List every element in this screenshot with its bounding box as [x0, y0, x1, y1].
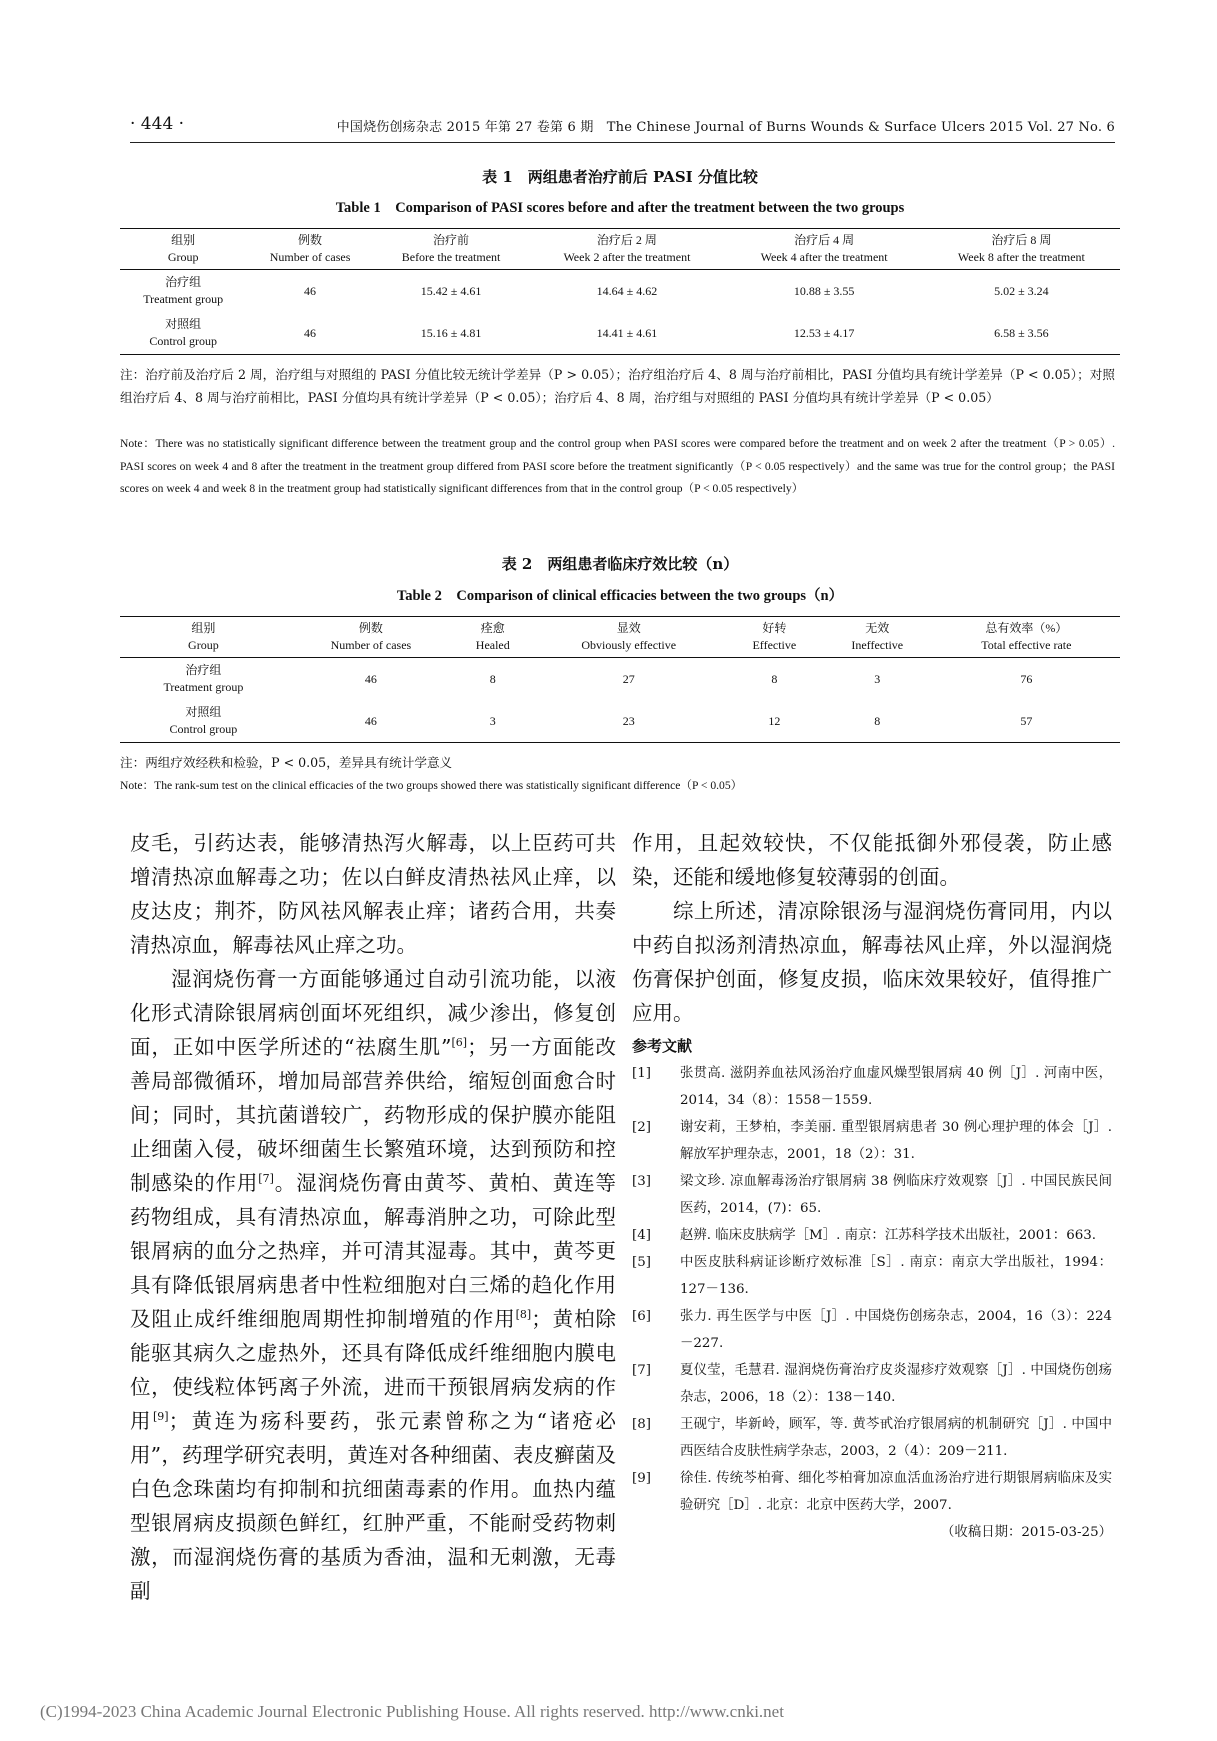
paragraph: 综上所述，清凉除银汤与湿润烧伤膏同用，内以中药自拟汤剂清热凉血，解毒祛风止痒，外以湿润烧伤膏保护创面，修复皮损，临床效果较好，值得推广应用。 [632, 899, 1112, 1025]
table-cell: 10.88 ± 3.55 [793, 283, 855, 298]
reference-number: [9] [632, 1471, 651, 1486]
reference-text: 赵辨. 临床皮肤病学［M］. 南京：江苏科学技术出版社，2001：663. [680, 1228, 1097, 1243]
table-row [120, 700, 1120, 743]
group-cell: 对照组 Control group [120, 312, 246, 355]
table-cell: 14.64 ± 4.62 [596, 283, 658, 298]
column-header: 治疗前 Before the treatment [374, 229, 529, 270]
table1-note-en: Note：There was no statistically significant difference between the treatment group and the control group when PASI scores were compared before the treatment and on week 2 after the treatment（P > 0.05）. PASI scores on week 4 and 8 after the treatment in the treatment group differed from PASI score before the treatment significantly（P < 0.05 respectively）and the same was true for the control group；the PASI scores on week 4 and week 8 in the treatment group had statistically significant differences from that in the control group（P < 0.05 respectively） [120, 437, 1115, 495]
reference-item [632, 1168, 1112, 1222]
table-cell: 23 [531, 700, 727, 743]
column-header: 例数 Number of cases [246, 229, 373, 270]
reference-item [632, 1357, 1112, 1411]
paragraph: 作用，且起效较快，不仅能抵御外邪侵袭，防止感染，还能和缓地修复较薄弱的创面。 [632, 831, 1112, 889]
table-cell: 46 [287, 700, 455, 743]
copyright-footer: (C)1994-2023 China Academic Journal Electronic Publishing House. All rights reserved. http://www.cnki.net [40, 1702, 784, 1721]
table-cell: 27 [622, 671, 635, 686]
reference-item [632, 1114, 1112, 1168]
table1-caption-en: Table 1 Comparison of PASI scores before and after the treatment between the two groups [335, 200, 905, 216]
table-cell: 57 [933, 700, 1120, 743]
group-cell: 治疗组 Treatment group [163, 663, 244, 694]
table-row [120, 658, 1120, 701]
reference-number: [4] [632, 1228, 651, 1243]
right-column [632, 826, 1112, 1546]
reference-item [632, 1060, 1112, 1114]
reference-text: 王砚宁，毕新岭，顾军，等. 黄芩甙治疗银屑病的机制研究［J］. 中国中西医结合皮肤性病学杂志，2003，2（4）：209－211. [680, 1417, 1112, 1459]
column-header: 显效 Obviously effective [531, 617, 727, 658]
table2-caption-cn: 表 2 两组患者临床疗效比较（n） [501, 555, 739, 573]
reference-number: [6] [632, 1309, 651, 1324]
column-header: 总有效率（%） Total effective rate [933, 617, 1120, 658]
table2-note-en: Note：The rank-sum test on the clinical efficacies of the two groups showed there was statistically significant difference（P < 0.05） [120, 779, 743, 792]
table2 [120, 616, 1120, 743]
column-header: 痊愈 Healed [455, 617, 531, 658]
reference-item [632, 1303, 1112, 1357]
reference-item [632, 1465, 1112, 1519]
table-cell: 15.16 ± 4.81 [374, 312, 529, 355]
column-header: 治疗后 4 周 Week 4 after the treatment [726, 229, 923, 270]
reference-text: 徐佳. 传统芩柏膏、细化芩柏膏加凉血活血汤治疗进行期银屑病临床及实验研究［D］. 北京：北京中医药大学，2007. [680, 1471, 1112, 1513]
table-cell: 8 [771, 671, 778, 686]
reference-text: 张贯高. 滋阴养血祛风汤治疗血虚风燥型银屑病 40 例［J］. 河南中医，2014，34（8）：1558－1559. [680, 1066, 1112, 1108]
column-header: 好转 Effective [727, 617, 822, 658]
table-cell: 8 [822, 700, 933, 743]
column-header: 治疗后 8 周 Week 8 after the treatment [923, 229, 1120, 270]
column-header: 组别 Group [120, 617, 287, 658]
citation: [6] [451, 1036, 468, 1050]
table-cell: 6.58 ± 3.56 [923, 312, 1120, 355]
reference-item [632, 1249, 1112, 1303]
table-cell: 8 [489, 671, 496, 686]
table2-caption-en: Table 2 Comparison of clinical efficacies between the two groups（n） [396, 588, 844, 604]
table-row [120, 270, 1120, 313]
reference-text: 夏仪莹，毛慧君. 湿润烧伤膏治疗皮炎湿疹疗效观察［J］. 中国烧伤创疡杂志，2006，18（2）：138－140. [680, 1363, 1112, 1405]
reference-number: [1] [632, 1066, 651, 1081]
paragraph: 皮毛，引药达表，能够清热泻火解毒，以上臣药可共增清热凉血解毒之功；佐以白鲜皮清热祛风止痒，以皮达皮；荆芥，防风祛风解表止痒；诸药合用，共奏清热凉血，解毒祛风止痒之功。 [130, 831, 616, 957]
column-header: 无效 Ineffective [822, 617, 933, 658]
table-cell: 46 [304, 283, 317, 298]
reference-text: 谢安莉，王梦柏，李美丽. 重型银屑病患者 30 例心理护理的体会［J］. 解放军护理杂志，2001，18（2）：31. [680, 1120, 1112, 1162]
references-title: 参考文献 [632, 1037, 693, 1055]
citation: [8] [515, 1308, 532, 1322]
reference-number: [8] [632, 1417, 651, 1432]
group-cell: 对照组 Control group [120, 700, 287, 743]
table-row [120, 312, 1120, 355]
citation: [7] [258, 1172, 274, 1186]
table-cell: 15.42 ± 4.61 [420, 283, 482, 298]
table-cell: 76 [1020, 671, 1033, 686]
table-cell: 5.02 ± 3.24 [994, 283, 1049, 298]
reference-number: [5] [632, 1255, 651, 1270]
reference-item [632, 1222, 1112, 1249]
table-cell: 12.53 ± 4.17 [726, 312, 923, 355]
journal-title: 中国烧伤创疡杂志 2015 年第 27 卷第 6 期 The Chinese Journal of Burns Wounds & Surface Ulcers 2015 Vol. 27 No. 6 [336, 120, 1115, 135]
reference-list [632, 1060, 1112, 1519]
running-header [130, 112, 1115, 143]
page-number: · 444 · [130, 114, 185, 134]
column-header: 组别 Group [120, 229, 246, 270]
reference-number: [7] [632, 1363, 651, 1378]
table1-note-cn: 注：治疗前及治疗后 2 周，治疗组与对照组的 PASI 分值比较无统计学差异（P > 0.05）；治疗组治疗后 4、8 周与治疗前相比，PASI 分值均具有统计学差异（P < 0.05）；对照组治疗后 4、8 周与治疗前相比，PASI 分值均具有统计学差异（P < 0.05）；治疗后 4、8 周，治疗组与对照组的 PASI 分值均具有统计学差异（P < 0.05） [120, 367, 1115, 405]
table-cell: 3 [874, 671, 881, 686]
table2-note-cn: 注：两组疗效经秩和检验，P < 0.05，差异具有统计学意义 [120, 755, 453, 770]
reference-text: 张力. 再生医学与中医［J］. 中国烧伤创疡杂志，2004，16（3）：224－227. [680, 1309, 1112, 1351]
table-cell: 14.41 ± 4.61 [528, 312, 725, 355]
table1-caption-cn: 表 1 两组患者治疗前后 PASI 分值比较 [482, 168, 758, 186]
table-cell: 3 [455, 700, 531, 743]
table-cell: 46 [246, 312, 373, 355]
reference-text: 中医皮肤科病证诊断疗效标准［S］. 南京：南京大学出版社，1994：127－136. [680, 1255, 1112, 1297]
group-cell: 治疗组 Treatment group [143, 275, 224, 306]
left-column [130, 826, 616, 1608]
reference-item [632, 1411, 1112, 1465]
column-header: 例数 Number of cases [287, 617, 455, 658]
column-header: 治疗后 2 周 Week 2 after the treatment [528, 229, 725, 270]
reference-number: [2] [632, 1120, 651, 1135]
reference-number: [3] [632, 1174, 651, 1189]
paragraph: 湿润烧伤膏一方面能够通过自动引流功能，以液化形式清除银屑病创面坏死组织，减少渗出，修复创面，正如中医学所述的“祛腐生肌”[6]；另一方面能改善局部微循环，增加局部营养供给，缩短创面愈合时间；同时，其抗菌谱较广，药物形成的保护膜亦能阻止细菌入侵，破坏细菌生长繁殖环境，达到预防和控制感染的作用[7]。湿润烧伤膏由黄芩、黄柏、黄连等药物组成，具有清热凉血，解毒消肿之功，可除此型银屑病的血分之热痒，并可清其湿毒。其中，黄芩更具有降低银屑病患者中性粒细胞对白三烯的趋化作用及阻止成纤维细胞周期性抑制增殖的作用[8]；黄柏除能驱其病久之虚热外，还具有降低成纤维细胞内膜电位，使线粒体钙离子外流，进而干预银屑病发病的作用[9]；黄连为疡科要药，张元素曾称之为“诸疮必用”，药理学研究表明，黄连对各种细菌、表皮癣菌及白色念珠菌均有抑制和抗细菌毒素的作用。血热内蕴型银屑病皮损颜色鲜红，红肿严重，不能耐受药物刺激，而湿润烧伤膏的基质为香油，温和无刺激，无毒副 [130, 967, 617, 1603]
reference-text: 梁文珍. 凉血解毒汤治疗银屑病 38 例临床疗效观察［J］. 中国民族民间医药，2014，(7)：65. [680, 1174, 1112, 1216]
table1 [120, 228, 1120, 355]
received-date: （收稿日期：2015-03-25） [941, 1525, 1112, 1540]
table-cell: 46 [364, 671, 377, 686]
citation: [9] [153, 1410, 169, 1424]
table-cell: 12 [727, 700, 822, 743]
